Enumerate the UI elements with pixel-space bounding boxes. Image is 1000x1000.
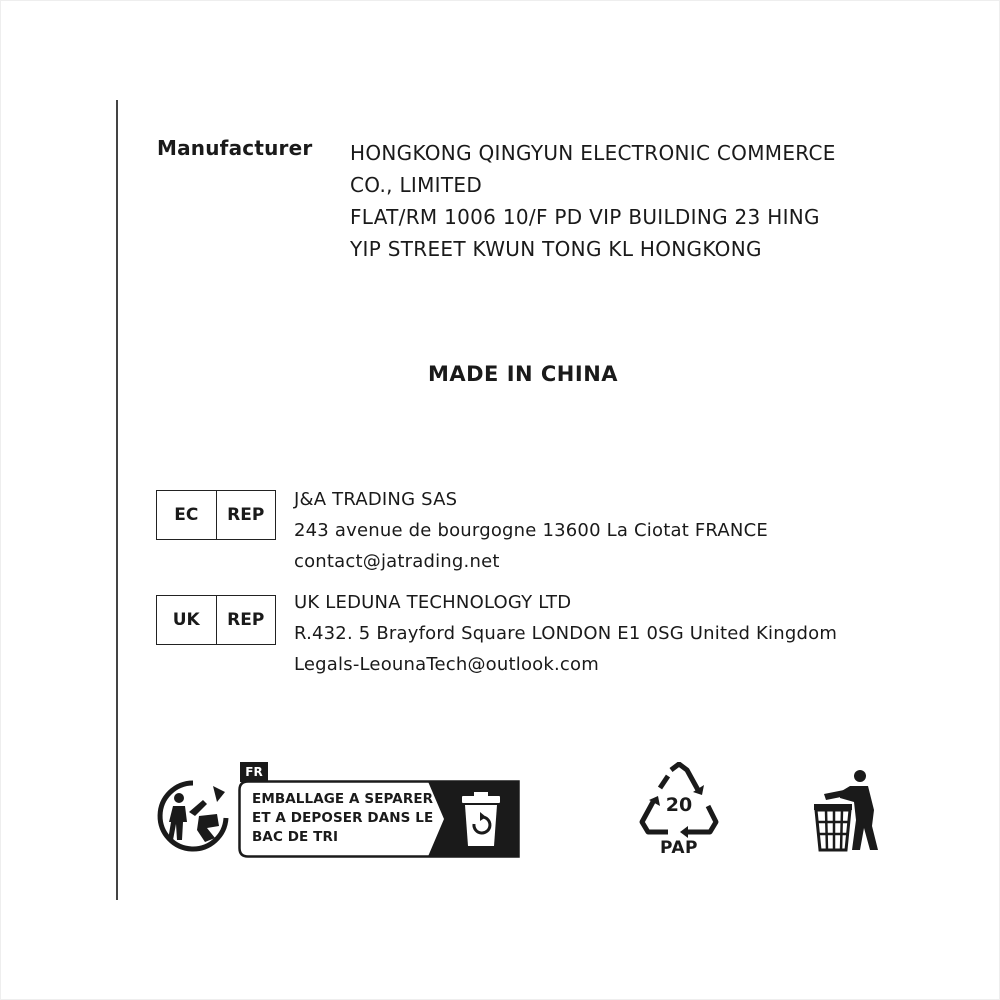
manufacturer-line: CO., LIMITED <box>350 173 483 197</box>
ec-rep-details <box>294 484 768 577</box>
ec-rep-line: 243 avenue de bourgogne 13600 La Ciotat FRANCE <box>294 520 768 541</box>
uk-rep-badge-right: REP <box>216 596 276 644</box>
recycle-triangle-block <box>638 762 720 838</box>
ec-rep-badge <box>156 490 276 540</box>
uk-rep-line: UK LEDUNA TECHNOLOGY LTD <box>294 592 572 613</box>
recycle-material-code: PAP <box>659 838 698 858</box>
sorting-line: ET A DEPOSER DANS LE <box>252 810 434 826</box>
ec-rep-badge-left: EC <box>174 505 199 525</box>
manufacturer-label: Manufacturer <box>157 136 313 160</box>
sorting-line: BAC DE TRI <box>252 829 339 845</box>
uk-rep-line: Legals-LeounaTech@outlook.com <box>294 654 599 675</box>
uk-rep-badge-left: UK <box>172 610 200 630</box>
ec-rep-badge-right: REP <box>216 491 276 539</box>
triman-icon <box>155 778 231 854</box>
manufacturer-line: HONGKONG QINGYUN ELECTRONIC COMMERCE <box>350 141 836 165</box>
sorting-instructions <box>252 790 433 847</box>
sorting-line: EMBALLAGE A SEPARER <box>252 791 434 807</box>
ec-rep-line: J&A TRADING SAS <box>294 489 458 510</box>
manufacturer-address <box>350 137 836 265</box>
sorting-info-block <box>238 762 520 858</box>
recycle-number: 20 <box>665 794 693 816</box>
ec-rep-line: contact@jatrading.net <box>294 551 500 572</box>
tidyman-icon <box>810 768 884 854</box>
uk-rep-details <box>294 587 837 680</box>
made-in-label: MADE IN CHINA <box>427 362 619 386</box>
recycling-bin-icon <box>458 790 504 850</box>
manufacturer-line: FLAT/RM 1006 10/F PD VIP BUILDING 23 HING <box>350 205 820 229</box>
uk-rep-line: R.432. 5 Brayford Square LONDON E1 0SG United Kingdom <box>294 623 838 644</box>
uk-rep-badge <box>156 595 276 645</box>
left-divider <box>116 100 118 900</box>
sorting-info-panel <box>238 780 520 858</box>
country-code-tag: FR <box>240 762 268 782</box>
manufacturer-line: YIP STREET KWUN TONG KL HONGKONG <box>350 237 762 261</box>
